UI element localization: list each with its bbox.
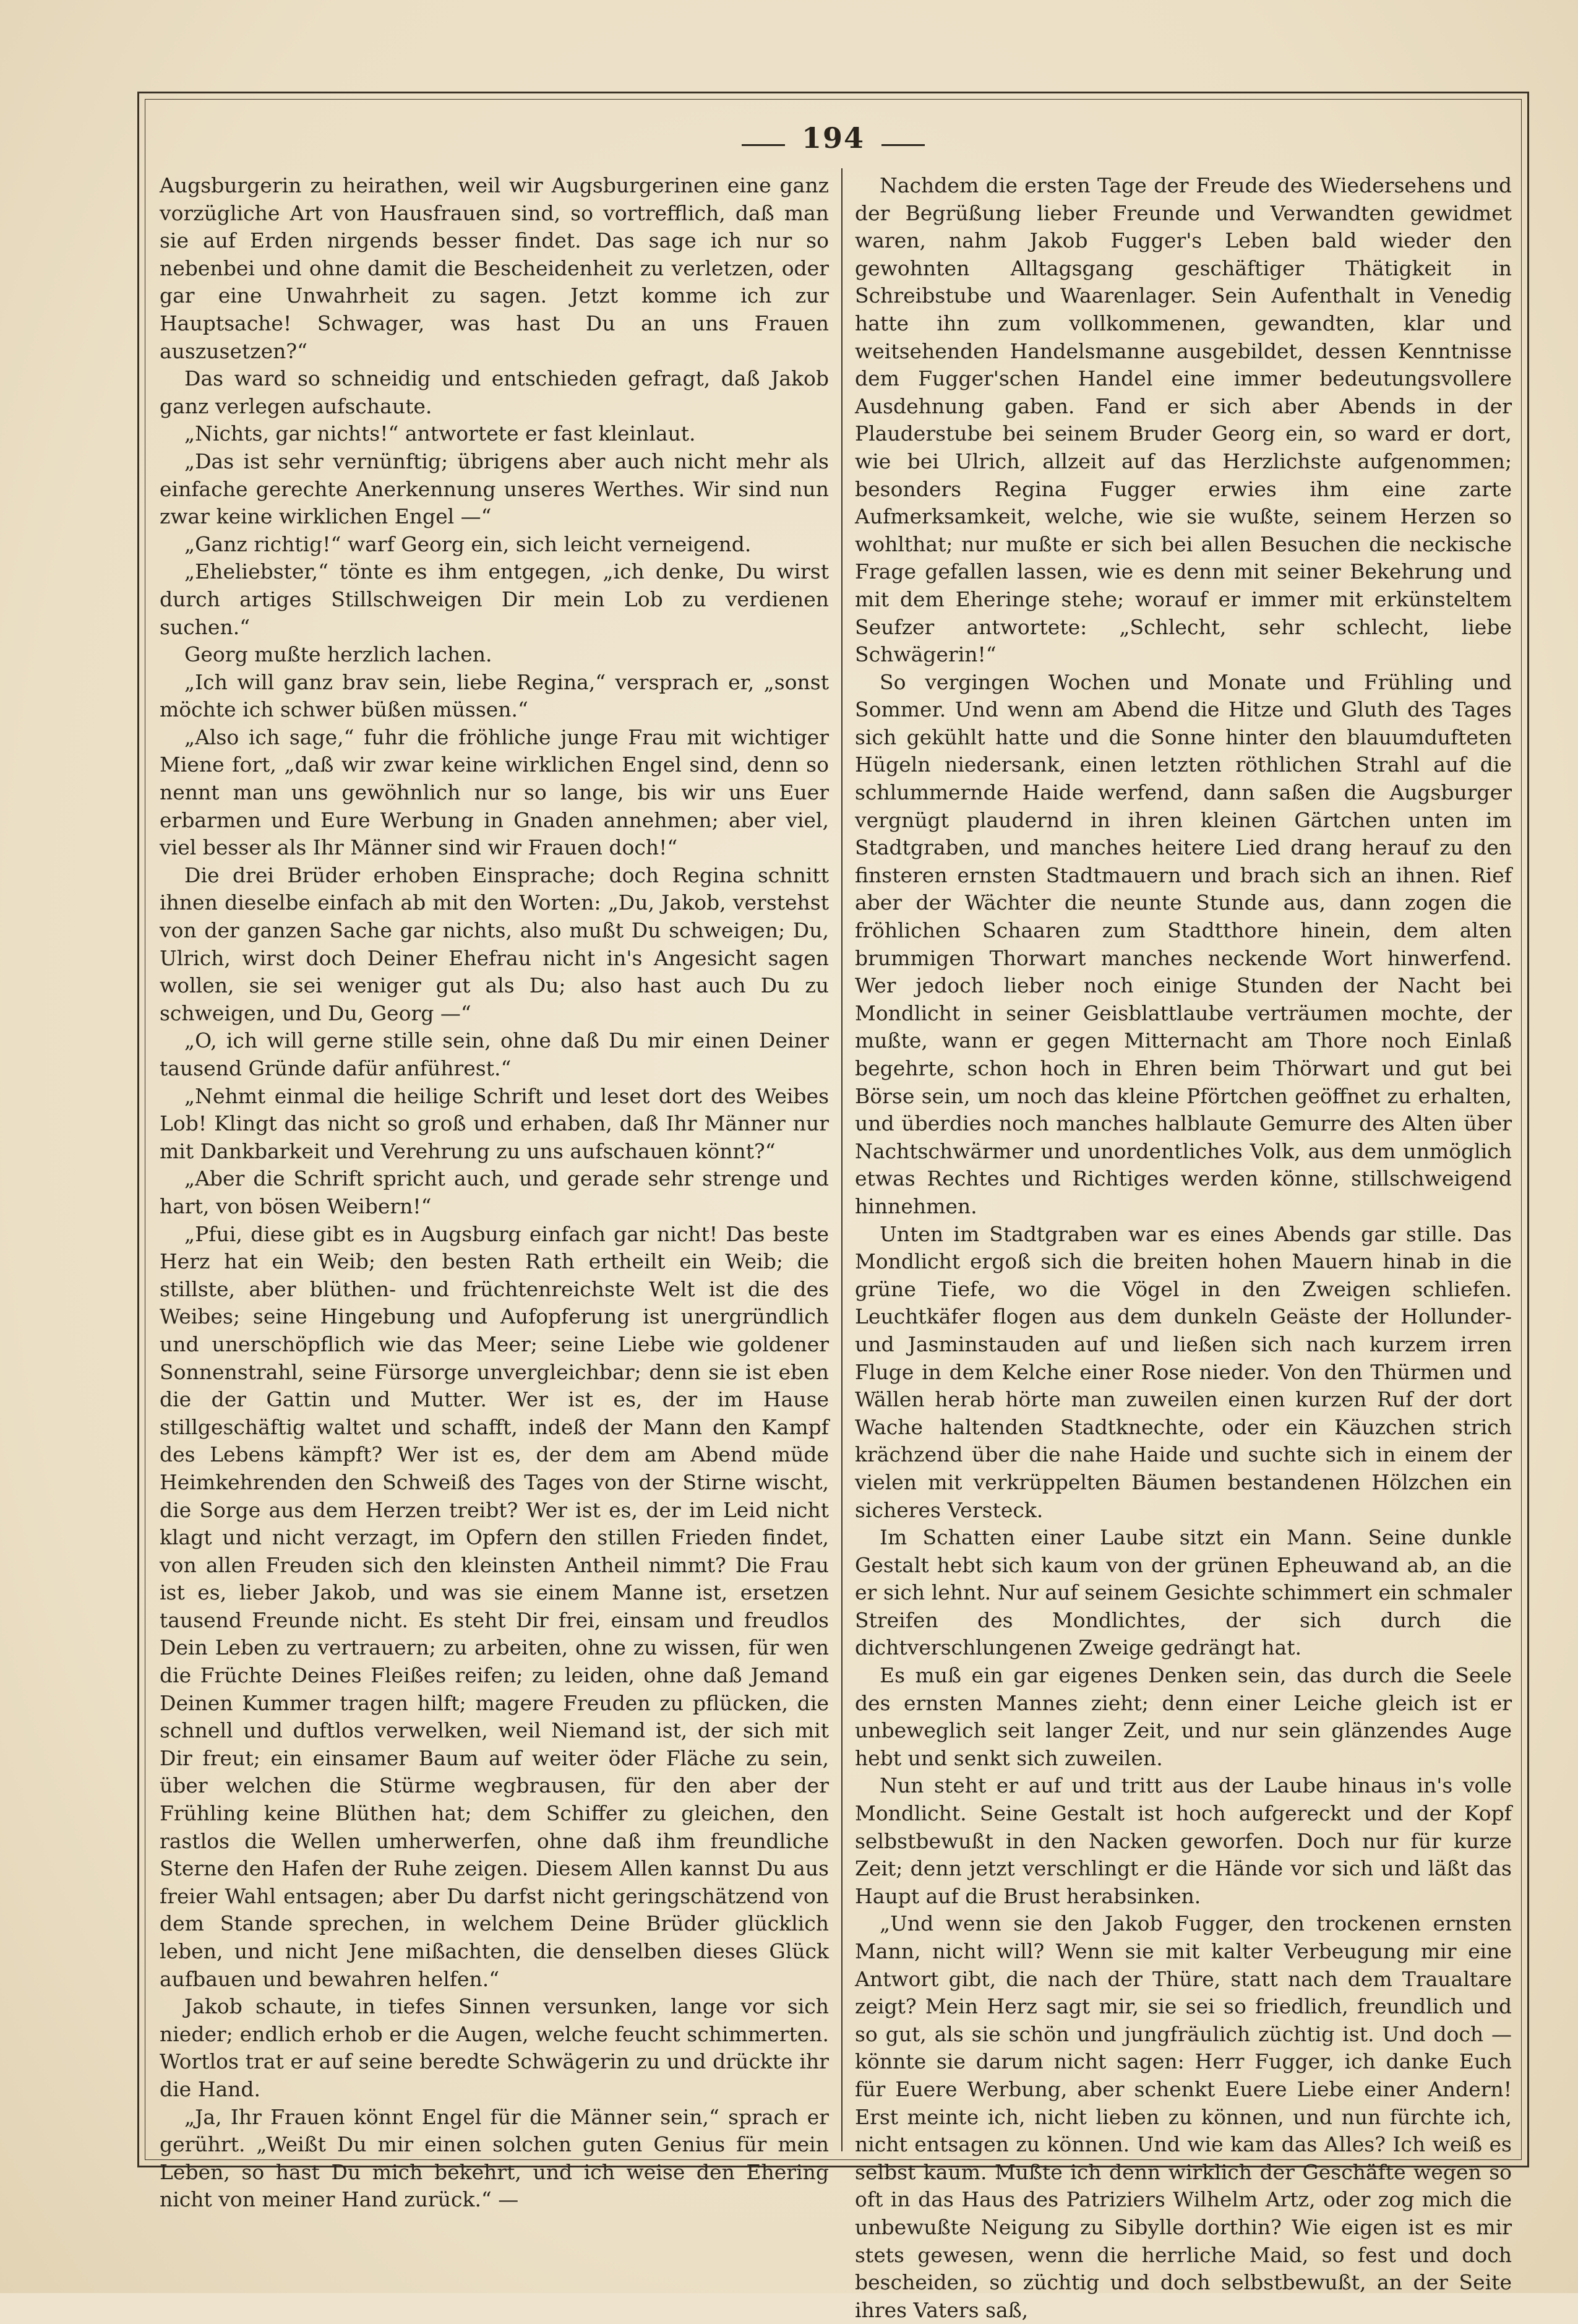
paragraph: Das ward so schneidig und entschieden gefragt, daß Jakob ganz verlegen aufschaute. [160,366,829,418]
paragraph: „O, ich will gerne stille sein, ohne daß Du mir einen Deiner tausend Gründe dafür anführest.“ [160,1028,829,1080]
paragraph: Die drei Brüder erhoben Einsprache; doch Regina schnitt ihnen dieselbe einfach ab mit den Worten: „Du, Jakob, verstehst von der ganzen Sache gar nichts, also mußt Du schweigen; Du, Ulrich, wirst doch Deiner Ehefrau nicht in's Angesicht sagen wollen, sie sei weniger gut als Du; also hast auch Du zu schweigen, und Du, Georg —“ [160,863,829,1025]
right-column [855,172,1512,2322]
paragraph: „Eheliebster,“ tönte es ihm entgegen, „ich denke, Du wirst durch artiges Stillschweigen Dir mein Lob zu verdienen suchen.“ [160,559,829,639]
header-ornament-left [742,144,785,146]
paragraph: „Das ist sehr vernünftig; übrigens aber auch nicht mehr als einfache gerechte Anerkennung unseres Werthes. Wir sind nun zwar keine wirklichen Engel —“ [160,449,829,529]
paragraph: So vergingen Wochen und Monate und Frühling und Sommer. Und wenn am Abend die Hitze und Gluth des Tages sich gekühlt hatte und die Sonne hinter den blauumdufteten Hügeln niedersank, einen letzten röthlichen Strahl auf die schlummernde Haide werfend, dann saßen die Augsburger vergnügt plaudernd in ihren kleinen Gärtchen unten im Stadtgraben, und manches heitere Lied drang herauf zu den finsteren ernsten Stadtmauern und brach sich an ihnen. Rief aber der Wächter die neunte Stunde aus, dann zogen die fröhlichen Schaaren zum Stadtthore hinein, dem alten brummigen Thorwart manches neckende Wort hinwerfend. Wer jedoch lieber noch einige Stunden der Nacht bei Mondlicht in seiner Geisblattlaube verträumen mochte, der mußte, wann er gegen Mitternacht am Thore noch Einlaß begehrte, schon hoch in Ehren beim Thörwart und gut bei Börse sein, um noch das kleine Pförtchen geöffnet zu erhalten, und überdies noch manches halblaute Gemurre des Alten über Nachtschwärmer und unordentliches Volk, aus dem unmöglich etwas Rechtes und Richtiges werden könne, stillschweigend hinnehmen. [855,669,1512,1218]
left-column [160,172,829,2212]
paragraph: „Und wenn sie den Jakob Fugger, den trockenen ernsten Mann, nicht will? Wenn sie mit kalter Verbeugung mir eine Antwort gibt, die nach der Thüre, statt nach dem Traualtare zeigt? Mein Herz sagt mir, sie sei so friedlich, freundlich und so gut, als sie schön und jungfräulich züchtig ist. Und doch — könnte sie darum nicht sagen: Herr Fugger, ich danke Euch für Euere Werbung, aber schenkt Euere Liebe einer Andern! Erst meinte ich, nicht lieben zu können, und nun fürchte ich, nicht entsagen zu können. Und wie kam das Alles? Ich weiß es selbst kaum. Mußte ich denn wirklich der Geschäfte wegen so oft in das Haus des Patriziers Wilhelm Artz, oder zog mich die unbewußte Neigung zu Sibylle dorthin? Wie eigen ist es mir stets gewesen, wenn die herrliche Maid, so fest und doch bescheiden, so züchtig und doch selbstbewußt, an der Seite ihres Vaters saß, [855,1911,1512,2322]
paragraph: Nun steht er auf und tritt aus der Laube hinaus in's volle Mondlicht. Seine Gestalt ist hoch aufgereckt und der Kopf selbstbewußt in den Nacken geworfen. Doch nur für kurze Zeit; denn jetzt verschlingt er die Hände vor sich und läßt das Haupt auf die Brust herabsinken. [855,1773,1512,1908]
paragraph: „Ich will ganz brav sein, liebe Regina,“ versprach er, „sonst möchte ich schwer büßen müssen.“ [160,669,829,722]
page-number: 194 [801,121,865,155]
paragraph: Jakob schaute, in tiefes Sinnen versunken, lange vor sich nieder; endlich erhob er die Augen, welche feucht schimmerten. Wortlos trat er auf seine beredte Schwägerin zu und drückte ihr die Hand. [160,1994,829,2101]
paragraph: „Nichts, gar nichts!“ antwortete er fast kleinlaut. [184,421,696,446]
paragraph: „Ja, Ihr Frauen könnt Engel für die Männer sein,“ sprach er gerührt. „Weißt Du mir einen solchen guten Genius für mein Leben, so hast Du mich bekehrt, und ich weise den Ehering nicht von meiner Hand zurück.“ — [160,2104,829,2212]
paragraph: „Pfui, diese gibt es in Augsburg einfach gar nicht! Das beste Herz hat ein Weib; den besten Rath ertheilt ein Weib; die stillste, aber blüthen- und früchtenreichste Welt ist die des Weibes; seine Hingebung und Aufopferung ist unergründlich und unerschöpflich wie das Meer; seine Liebe wie goldener Sonnenstrahl, seine Fürsorge unvergleichbar; denn sie ist eben die der Gattin und Mutter. Wer ist es, der im Hause stillgeschäftig waltet und schafft, indeß der Mann den Kampf des Lebens kämpft? Wer ist es, der dem am Abend müde Heimkehrenden den Schweiß des Tages von der Stirne wischt, die Sorge aus dem Herzen treibt? Wer ist es, der im Leid nicht klagt und nicht verzagt, im Opfern den stillen Frieden findet, von allen Freuden sich den kleinsten Antheil nimmt? Die Frau ist es, lieber Jakob, und was sie einem Manne ist, ersetzen tausend Freunde nicht. Es steht Dir frei, einsam und freudlos Dein Leben zu vertrauern; zu arbeiten, ohne zu wissen, für wen die Früchte Deines Fleißes reifen; zu leiden, ohne daß Jemand Deinen Kummer tragen hilft; magere Freuden zu pflücken, die schnell und duftlos verwelken, weil Niemand ist, der sich mit Dir freut; ein einsamer Baum auf weiter öder Fläche zu sein, über welchen die Stürme wegbrausen, für den aber der Frühling keine Blüthen hat; dem Schiffer zu gleichen, den rastlos die Wellen umherwerfen, ohne daß ihm freundliche Sterne den Hafen der Ruhe zeigen. Diesem Allen kannst Du aus freier Wahl entsagen; aber Du darfst nicht geringschätzend von dem Stande sprechen, in welchem Deine Brüder glücklich leben, und nicht Jene mißachten, die denselben dieses Glück aufbauen und bewahren helfen.“ [160,1221,829,1991]
paragraph: Im Schatten einer Laube sitzt ein Mann. Seine dunkle Gestalt hebt sich kaum von der grünen Epheuwand ab, an die er sich lehnt. Nur auf seinem Gesichte schimmert ein schmaler Streifen des Mondlichtes, der sich durch die dichtverschlungenen Zweige gedrängt hat. [855,1525,1512,1660]
page-header [145,110,1522,166]
paragraph: Unten im Stadtgraben war es eines Abends gar stille. Das Mondlicht ergoß sich die breiten hohen Mauern hinab in die grüne Tiefe, wo die Vögel in den Zweigen schliefen. Leuchtkäfer flogen aus dem dunkeln Geäste der Hollunder- und Jasminstauden auf und ließen sich nach kurzem irren Fluge in dem Kelche einer Rose nieder. Von den Thürmen und Wällen herab hörte man zuweilen einen kurzen Ruf der dort Wache haltenden Stadtknechte, oder ein Käuzchen strich krächzend über die nahe Haide und suchte sich in einem der vielen mit verkrüppelten Bäumen bestandenen Hölzchen ein sicheres Versteck. [855,1221,1512,1522]
paragraph: Es muß ein gar eigenes Denken sein, das durch die Seele des ernsten Mannes zieht; denn einer Leiche gleich ist er unbeweglich seit langer Zeit, und nur sein glänzendes Auge hebt und senkt sich zuweilen. [855,1663,1512,1770]
column-divider [841,168,843,2151]
paragraph: Georg mußte herzlich lachen. [184,642,492,667]
header-ornament-right [881,144,925,146]
paragraph: Augsburgerin zu heirathen, weil wir Augsburgerinen eine ganz vorzügliche Art von Hausfrauen sind, so vortrefflich, daß man sie auf Erden nirgends besser findet. Das sage ich nur so nebenbei und ohne damit die Bescheidenheit zu verletzen, oder gar eine Unwahrheit zu sagen. Jetzt komme ich zur Hauptsache! Schwager, was hast Du an uns Frauen auszusetzen?“ [160,173,829,363]
paragraph: „Also ich sage,“ fuhr die fröhliche junge Frau mit wichtiger Miene fort, „daß wir zwar keine wirklichen Engel sind, denn so nennt man uns gewöhnlich nur so lange, bis wir uns Euer erbarmen und Eure Werbung in Gnaden annehmen; aber viel, viel besser als Ihr Männer sind wir Frauen doch!“ [160,725,829,860]
paragraph: „Nehmt einmal die heilige Schrift und leset dort des Weibes Lob! Klingt das nicht so groß und erhaben, daß Ihr Männer nur mit Dankbarkeit und Verehrung zu uns aufschauen könnt?“ [160,1083,829,1163]
paragraph: Nachdem die ersten Tage der Freude des Wiedersehens und der Begrüßung lieber Freunde und Verwandten gewidmet waren, nahm Jakob Fugger's Leben bald wieder den gewohnten Alltagsgang geschäftiger Thätigkeit in Schreibstube und Waarenlager. Sein Aufenthalt in Venedig hatte ihn zum vollkommenen, gewandten, klar und weitsehenden Handelsmanne ausgebildet, dessen Kenntnisse dem Fugger'schen Handel eine immer bedeutungsvollere Ausdehnung gaben. Fand er sich aber Abends in der Plauderstube bei seinem Bruder Georg ein, so ward er dort, wie bei Ulrich, allzeit auf das Herzlichste aufgenommen; besonders Regina Fugger erwies ihm eine zarte Aufmerksamkeit, welche, wie sie wußte, seinem Herzen so wohlthat; nur mußte er sich bei allen Besuchen die neckische Frage gefallen lassen, wie es denn mit seiner Bekehrung und mit dem Eheringe stehe; worauf er immer mit erkünsteltem Seufzer antwortete: „Schlecht, sehr schlecht, liebe Schwägerin!“ [855,173,1512,667]
paragraph: „Aber die Schrift spricht auch, und gerade sehr strenge und hart, von bösen Weibern!“ [160,1166,829,1218]
paragraph: „Ganz richtig!“ warf Georg ein, sich leicht verneigend. [184,532,752,556]
